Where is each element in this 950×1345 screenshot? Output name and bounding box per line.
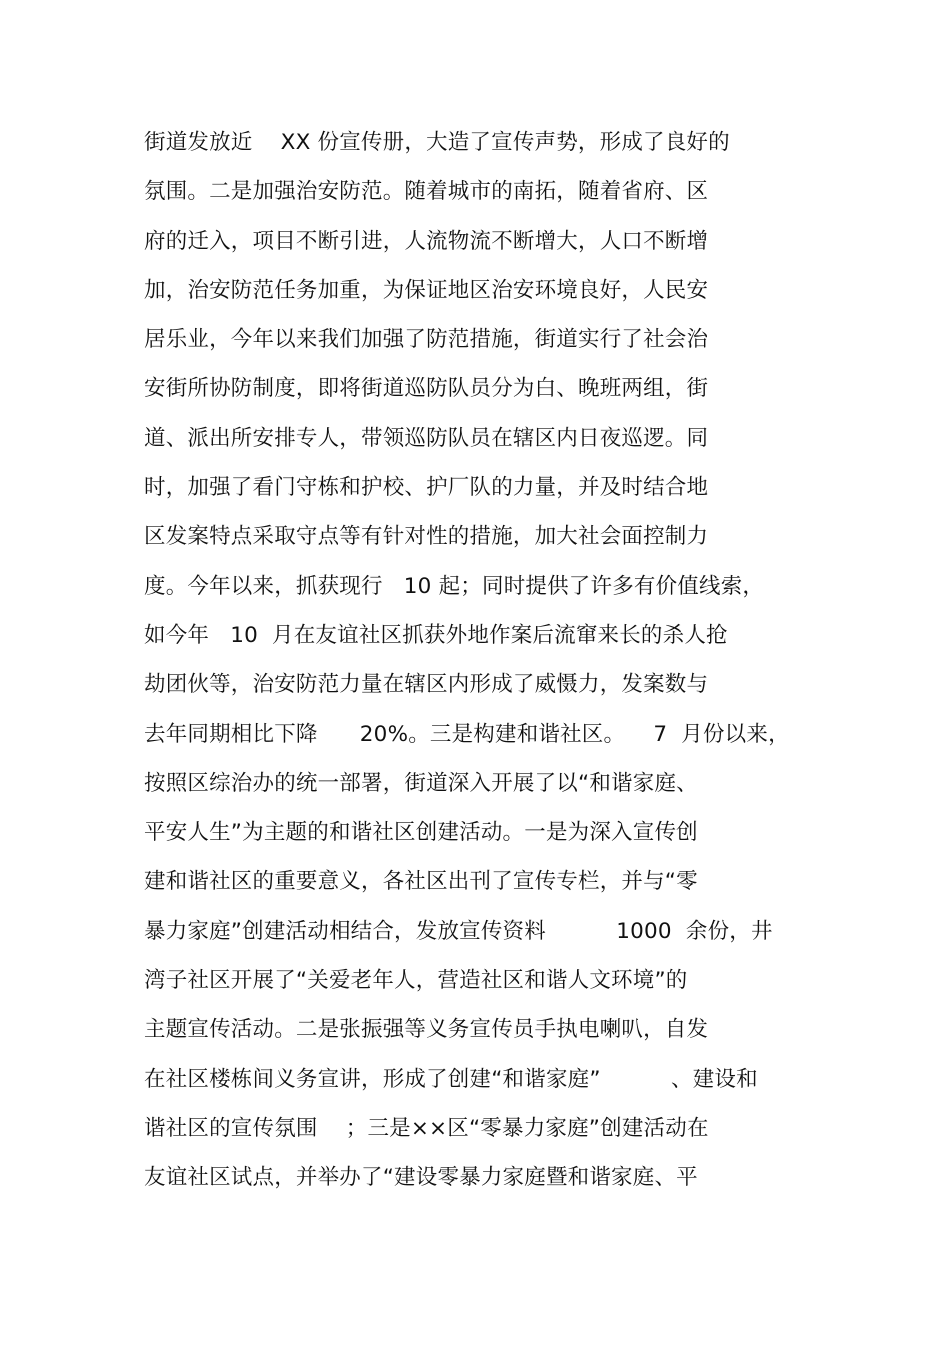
text-line: 如今年 10 月在友谊社区抓获外地作案后流窜来长的杀人抢 — [144, 622, 728, 648]
text-line: 氛围。二是加强治安防范。随着城市的南拓，随着省府、区 — [144, 179, 709, 205]
text-line: 府的迁入，项目不断引进，人流物流不断增大，人口不断增 — [144, 228, 709, 254]
text-line: 友谊社区试点，并举办了“建设零暴力家庭暨和谐家庭、平 — [144, 1165, 698, 1191]
text-line: 时，加强了看门守栋和护校、护厂队的力量，并及时结合地 — [144, 475, 709, 501]
text-line: 按照区综治办的统一部署，街道深入开展了以“和谐家庭、 — [144, 770, 698, 796]
text-line: 在社区楼栋间义务宣讲，形成了创建“和谐家庭” 、建设和 — [144, 1066, 758, 1092]
text-line: 暴力家庭”创建活动相结合，发放宣传资料 1000 余份，井 — [144, 918, 773, 944]
text-line: 道、派出所安排专人，带领巡防队员在辖区内日夜巡逻。同 — [144, 425, 709, 451]
text-line: 平安人生”为主题的和谐社区创建活动。一是为深入宣传创 — [144, 820, 698, 846]
body-text — [144, 118, 824, 1203]
text-line: 度。今年以来，抓获现行 10 起；同时提供了许多有价值线索， — [144, 573, 765, 599]
text-line: 街道发放近 XX 份宣传册，大造了宣传声势，形成了良好的 — [144, 130, 730, 155]
text-line: 区发案特点采取守点等有针对性的措施，加大社会面控制力 — [144, 524, 709, 550]
text-line: 湾子社区开展了“关爱老年人，营造社区和谐人文环境”的 — [144, 968, 688, 994]
text-line: 居乐业，今年以来我们加强了防范措施，街道实行了社会治 — [144, 327, 709, 353]
text-line: 加，治安防范任务加重，为保证地区治安环境良好，人民安 — [144, 277, 709, 303]
text-line: 主题宣传活动。二是张振强等义务宣传员手执电喇叭，自发 — [144, 1017, 709, 1043]
text-line: 建和谐社区的重要意义，各社区出刊了宣传专栏，并与“零 — [144, 869, 698, 895]
text-line: 安街所协防制度，即将街道巡防队员分为白、晚班两组，街 — [144, 376, 709, 402]
text-line: 去年同期相比下降 20%。三是构建和谐社区。 7 月份以来， — [144, 721, 790, 747]
text-line: 劫团伙等，治安防范力量在辖区内形成了威慑力，发案数与 — [144, 672, 709, 698]
text-line: 谐社区的宣传氛围 ；三是××区“零暴力家庭”创建活动在 — [144, 1115, 709, 1141]
